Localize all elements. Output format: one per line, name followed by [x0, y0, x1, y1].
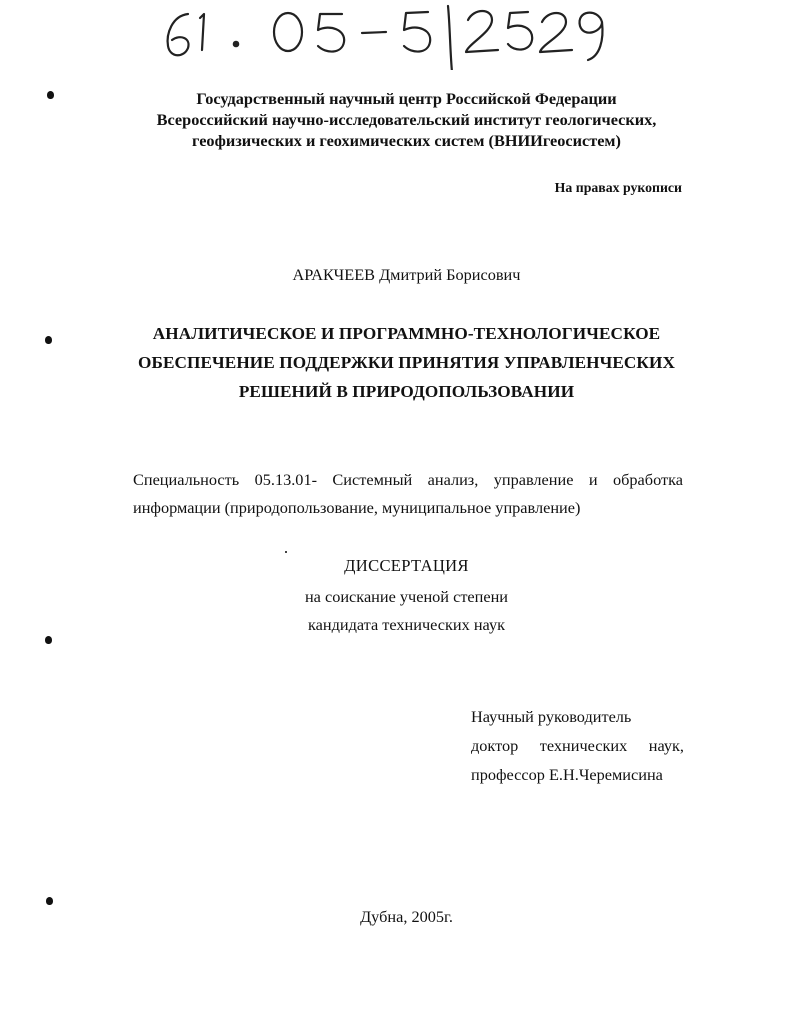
degree-line: кандидата технических наук — [307, 615, 506, 634]
supervisor-line: Научный руководитель — [471, 707, 632, 726]
specialty-line: информации (природопользование, муниципальное управление) — [133, 498, 581, 517]
degree-description — [60, 583, 753, 639]
organization-header — [60, 88, 753, 151]
specialty-line: Специальность 05.13.01- Системный анализ, управление и обработка — [133, 470, 683, 489]
org-line: геофизических и геохимических систем (ВНИИгеосистем) — [192, 131, 621, 150]
dissertation-label: ДИССЕРТАЦИЯ — [344, 556, 469, 575]
city-year: Дубна, 2005г. — [360, 907, 453, 926]
title-line: РЕШЕНИЙ В ПРИРОДОПОЛЬЗОВАНИИ — [238, 382, 575, 401]
manuscript-rights-note: На правах рукописи — [554, 180, 682, 195]
supervisor-line: доктор технических наук, — [471, 736, 684, 755]
margin-dot — [46, 897, 53, 905]
degree-line: на соискание ученой степени — [304, 587, 509, 606]
dissertation-title — [60, 319, 753, 406]
title-line: АНАЛИТИЧЕСКОЕ И ПРОГРАММНО-ТЕХНОЛОГИЧЕСКОЕ — [152, 324, 661, 343]
org-line: Государственный научный центр Российской Федерации — [196, 89, 617, 108]
title-line: ОБЕСПЕЧЕНИЕ ПОДДЕРЖКИ ПРИНЯТИЯ УПРАВЛЕНЧЕСКИХ — [138, 353, 675, 372]
scan-speck — [285, 551, 287, 553]
author-name: АРАКЧЕЕВ Дмитрий Борисович — [292, 265, 521, 284]
handwritten-archive-number — [150, 0, 630, 70]
margin-dot — [47, 91, 54, 99]
specialty — [133, 466, 683, 522]
supervisor-block — [471, 702, 684, 789]
margin-dot — [45, 336, 52, 344]
supervisor-line: профессор Е.Н.Черемисина — [471, 765, 663, 784]
org-line: Всероссийский научно-исследовательский институт геологических, — [156, 110, 657, 129]
margin-dot — [45, 636, 52, 644]
